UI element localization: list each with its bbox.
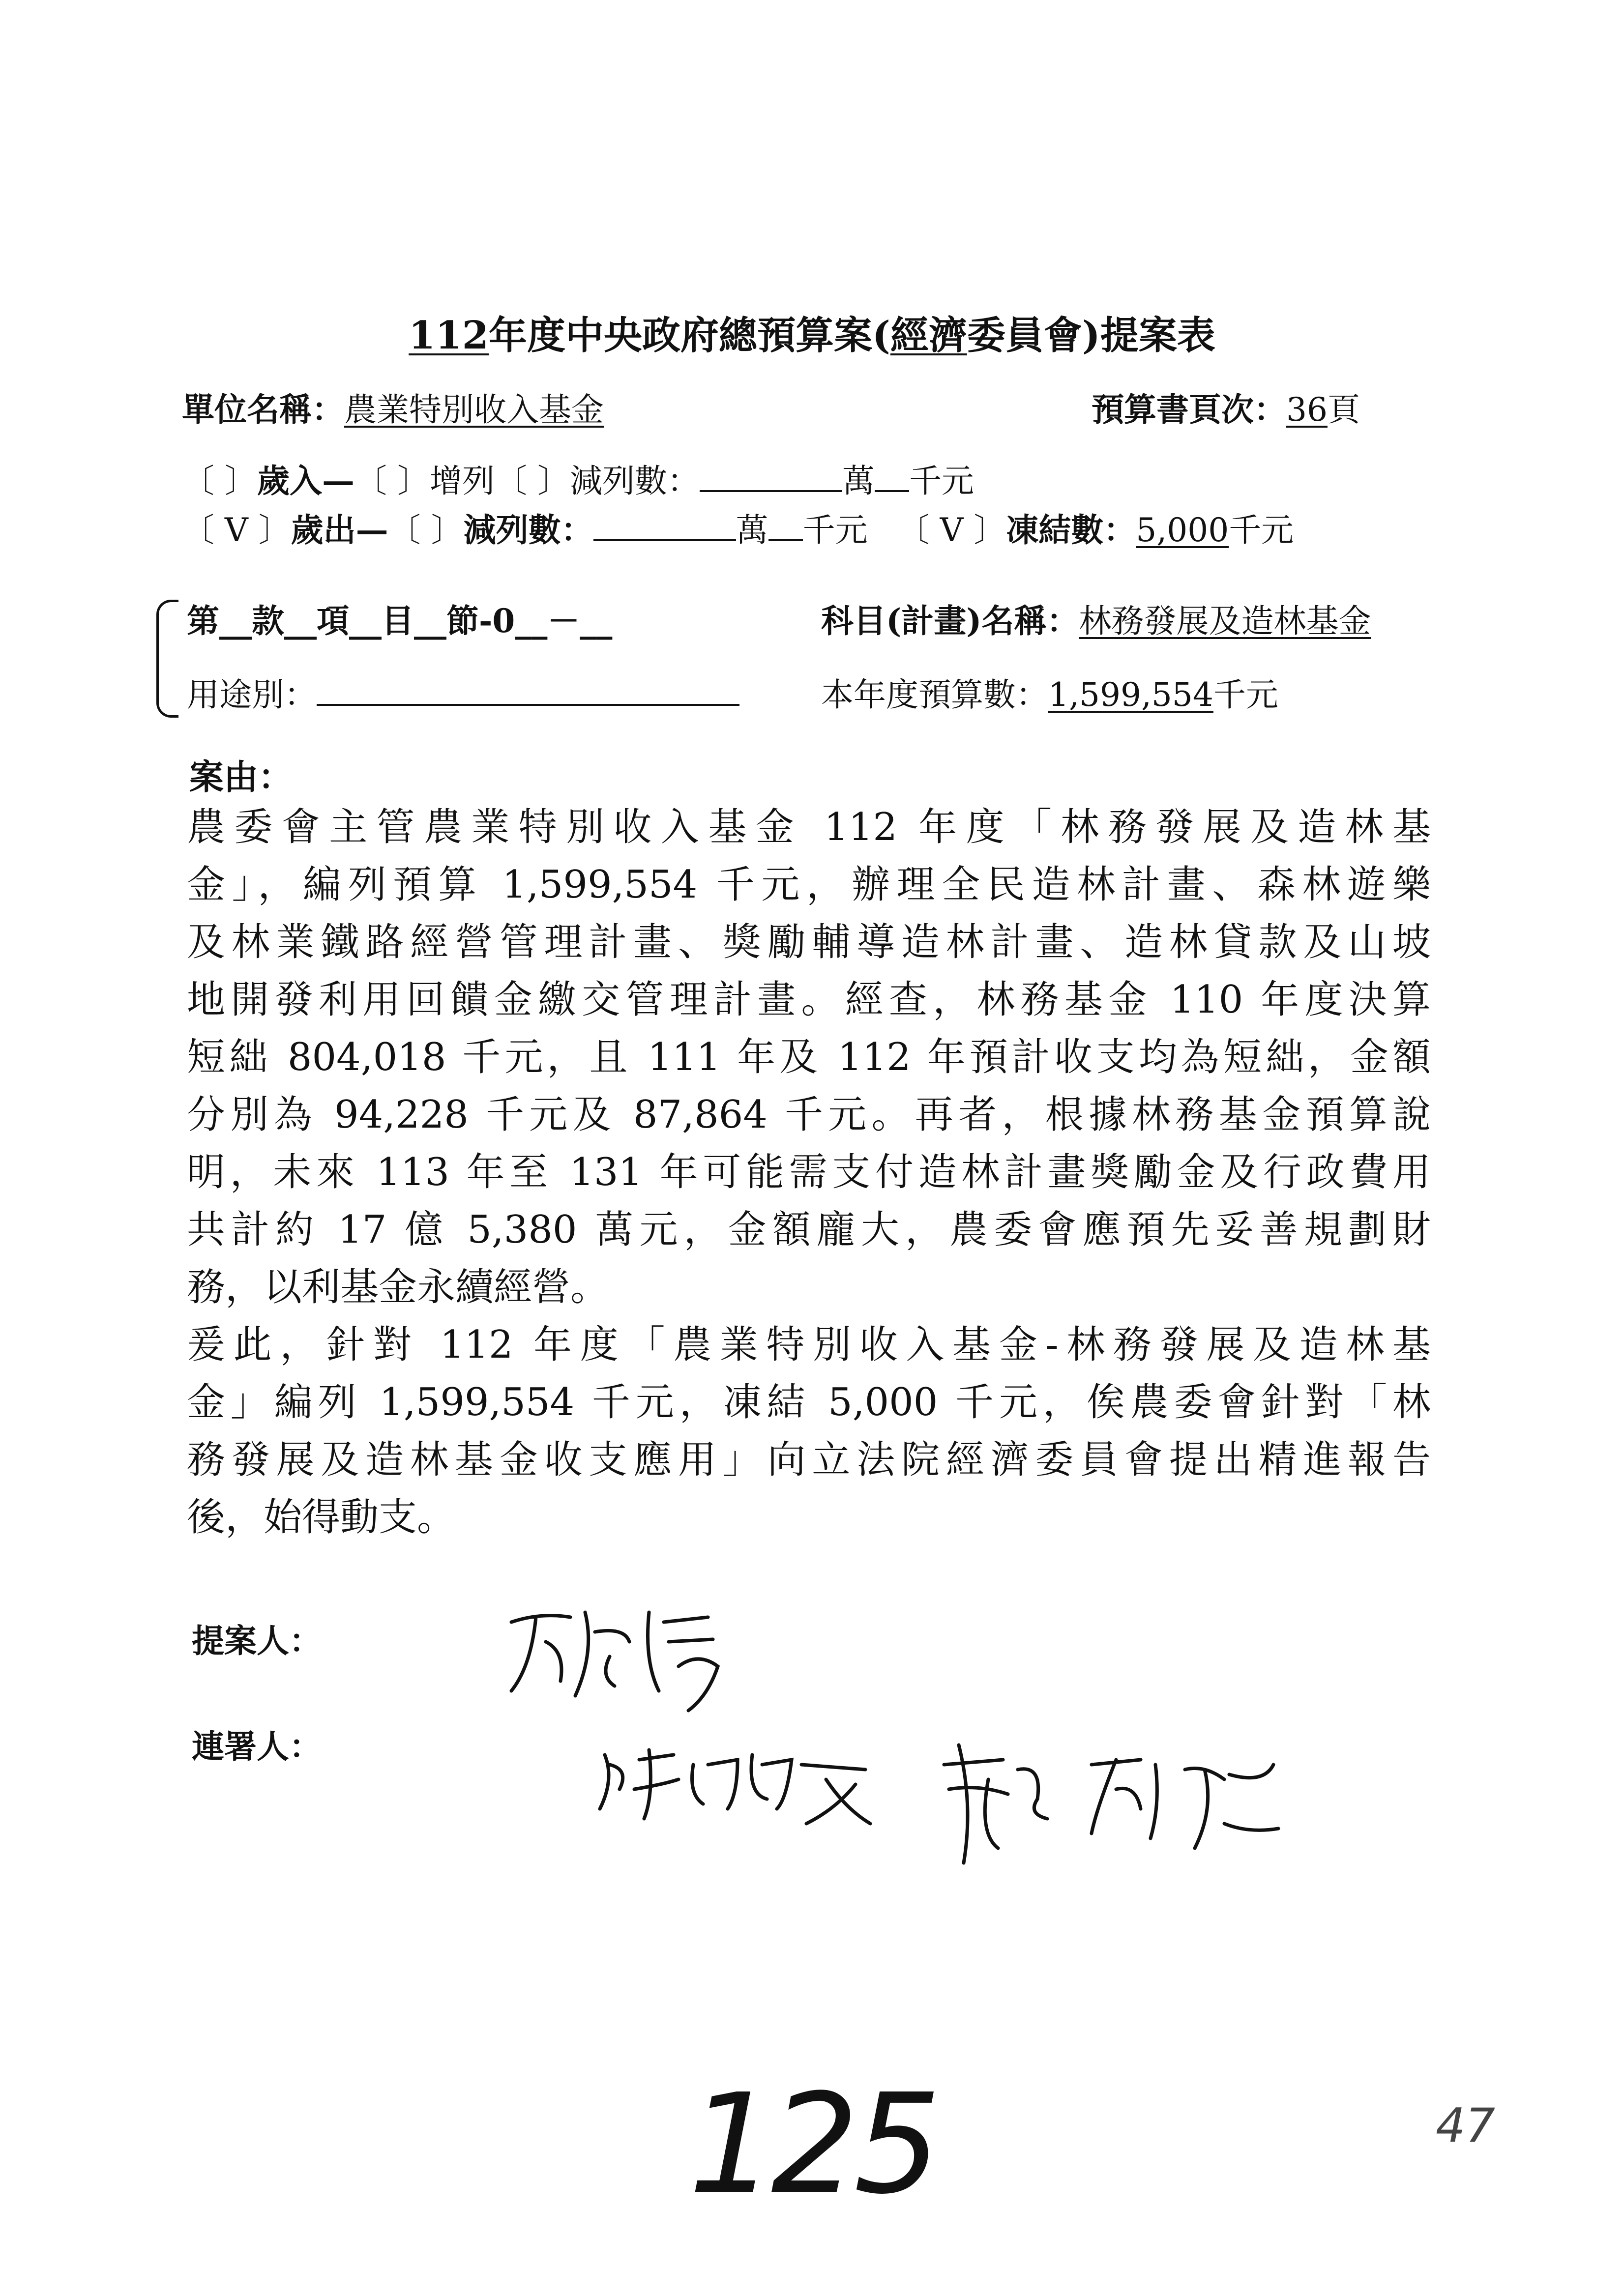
body-line: 農委會主管農業特別收入基金 112 年度「林務發展及造林基 <box>187 805 1431 849</box>
purpose-blank[interactable] <box>317 674 739 706</box>
reason-body <box>187 799 1431 1546</box>
section-bracket <box>156 600 178 718</box>
body-line: 及林業鐵路經營管理計畫、獎勵輔導造林計畫、造林貸款及山坡 <box>187 920 1431 964</box>
thousand-blank[interactable] <box>768 510 803 541</box>
body-line: 共計約 17 億 5,380 萬元，金額龐大，農委會應預先妥善規劃財 <box>187 1208 1431 1252</box>
section-code: 第__款__項__目__節-0__－__ <box>187 602 613 640</box>
cosigner-signature-1 <box>590 1735 875 1833</box>
body-line: 金」，編列預算 1,599,554 千元，辦理全民造林計畫、森林遊樂 <box>187 863 1431 907</box>
cosigner-signature-2 <box>929 1735 1283 1878</box>
revenue-line: 〔 〕歲入—〔 〕增列〔 〕減列數： 萬 千元 <box>182 462 974 500</box>
proposer-signature <box>502 1593 738 1715</box>
revenue-checkbox[interactable]: 〔 〕 <box>182 462 257 500</box>
subject-name: 科目(計畫)名稱：林務發展及造林基金 <box>821 602 1371 640</box>
body-line: 後，始得動支。 <box>187 1495 456 1540</box>
annual-budget: 本年度預算數：1,599,554千元 <box>821 676 1278 714</box>
decrease-checkbox[interactable]: 〔 〕減列數： <box>494 462 700 500</box>
body-line: 短絀 804,018 千元，且 111 年及 112 年預計收支均為短絀，金額 <box>187 1035 1431 1079</box>
budget-page-ref: 預算書頁次：36頁 <box>1092 390 1360 429</box>
freeze-checkbox[interactable]: 〔 V 〕 <box>897 511 1006 549</box>
decrease-checkbox[interactable]: 〔 〕 <box>388 511 464 549</box>
wan-blank[interactable] <box>593 510 736 541</box>
reason-label: 案由： <box>189 756 293 797</box>
increase-checkbox[interactable]: 〔 〕增列 <box>354 462 495 500</box>
body-line: 分別為 94,228 千元及 87,864 千元。再者，根據林務基金預算說 <box>187 1093 1431 1137</box>
corner-page-number: 47 <box>1436 2099 1495 2153</box>
unit-name: 單位名稱：農業特別收入基金 <box>182 390 604 429</box>
proposer-label: 提案人： <box>192 1622 322 1660</box>
wan-blank[interactable] <box>700 461 842 492</box>
expense-line: 〔 V 〕歲出—〔 〕減列數： 萬 千元 〔 V 〕凍結數：5,000千元 <box>182 511 1294 549</box>
body-line: 務發展及造林基金收支應用」向立法院經濟委員會提出精進報告 <box>187 1438 1431 1482</box>
cosigner-label: 連署人： <box>192 1727 322 1766</box>
expense-checkbox[interactable]: 〔 V 〕 <box>182 511 291 549</box>
handwritten-page-number: 125 <box>688 2064 937 2225</box>
body-line: 務，以利基金永續經營。 <box>187 1265 609 1309</box>
page-title: 112年度中央政府總預算案(經濟委員會)提案表 <box>409 313 1215 358</box>
purpose-field: 用途別： <box>187 668 739 715</box>
thousand-blank[interactable] <box>875 461 909 492</box>
body-line: 明，未來 113 年至 131 年可能需支付造林計畫獎勵金及行政費用 <box>187 1150 1431 1194</box>
body-line: 金」編列 1,599,554 千元，凍結 5,000 千元，俟農委會針對「林 <box>187 1380 1431 1424</box>
body-line: 爰此，針對 112 年度「農業特別收入基金-林務發展及造林基 <box>187 1323 1431 1367</box>
body-line: 地開發利用回饋金繳交管理計畫。經查，林務基金 110 年度決算 <box>187 978 1431 1022</box>
